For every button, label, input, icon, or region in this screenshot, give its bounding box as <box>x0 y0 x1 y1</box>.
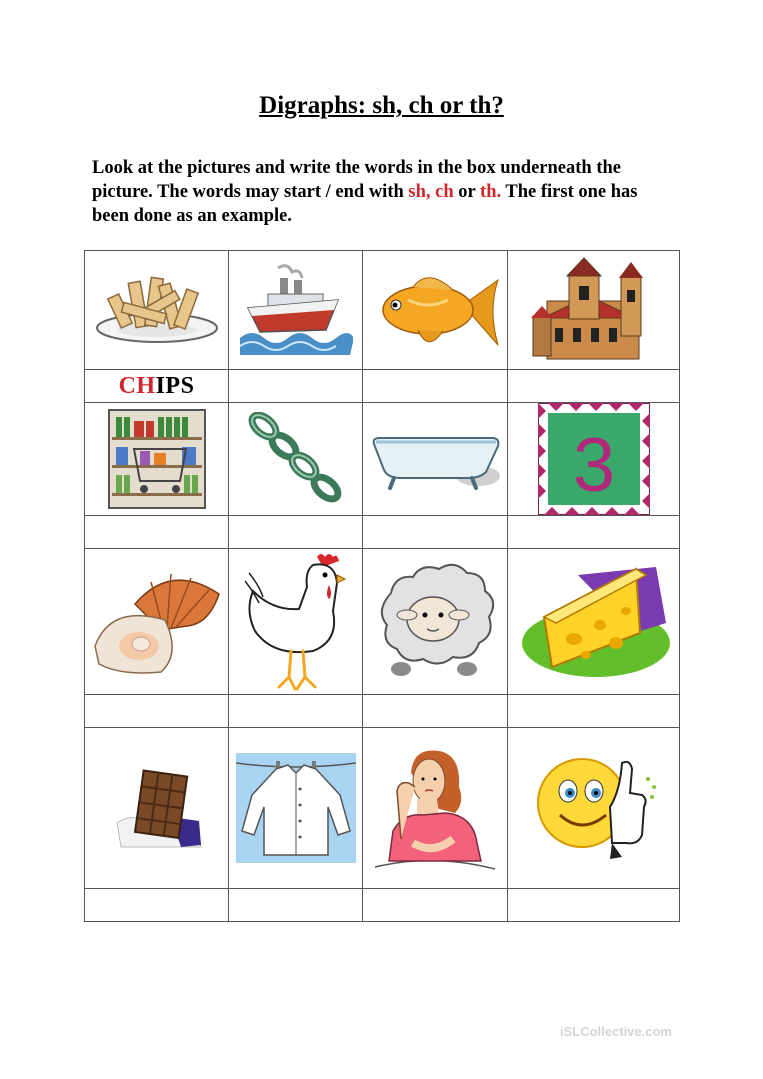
picture-cell <box>85 403 229 516</box>
chips-icon <box>92 270 222 350</box>
answer-box[interactable] <box>508 370 680 403</box>
shirt-icon <box>236 753 356 863</box>
cheese-icon <box>516 563 671 681</box>
sheep-icon <box>371 563 499 681</box>
answer-box[interactable] <box>508 889 680 922</box>
answer-box[interactable] <box>85 889 229 922</box>
picture-cell <box>363 403 508 516</box>
church-icon <box>529 256 659 364</box>
answer-box-example <box>85 370 229 403</box>
worksheet-grid <box>84 250 680 922</box>
thinking-woman-icon <box>373 743 498 873</box>
picture-cell <box>363 251 508 370</box>
picture-cell <box>508 403 680 516</box>
answer-box[interactable] <box>363 370 508 403</box>
bath-icon <box>368 424 503 494</box>
picture-cell <box>508 728 680 889</box>
picture-cell <box>363 549 508 695</box>
answer-box[interactable] <box>229 889 363 922</box>
thumbs-up-icon <box>524 751 664 866</box>
picture-cell <box>229 549 363 695</box>
goldfish-icon <box>368 265 503 355</box>
answer-box[interactable] <box>508 695 680 728</box>
picture-cell <box>85 728 229 889</box>
instructions: Look at the pictures and write the words in the box underneath the picture. The words may start / end with sh, ch or th. The first one has been done as an example. <box>92 158 638 226</box>
answer-box[interactable] <box>229 516 363 549</box>
shop-icon <box>108 409 206 509</box>
chicken-icon <box>243 551 348 693</box>
chain-icon <box>246 412 346 507</box>
example-digraph: CH <box>118 372 156 399</box>
shell-icon <box>91 564 223 679</box>
picture-cell <box>363 728 508 889</box>
answer-box[interactable] <box>85 695 229 728</box>
picture-cell <box>85 251 229 370</box>
answer-box[interactable] <box>508 516 680 549</box>
ship-icon <box>238 260 353 360</box>
answer-box[interactable] <box>229 695 363 728</box>
chocolate-icon <box>111 767 203 849</box>
digraph-sh-ch: sh, ch <box>408 182 454 202</box>
picture-cell <box>229 251 363 370</box>
page-title: Digraphs: sh, ch or th? <box>259 92 504 119</box>
digraph-th: th. <box>480 182 502 202</box>
picture-cell <box>229 403 363 516</box>
three-label: 3 <box>572 423 615 508</box>
answer-box[interactable] <box>229 370 363 403</box>
answer-box[interactable] <box>363 516 508 549</box>
picture-cell <box>85 549 229 695</box>
answer-box[interactable] <box>363 695 508 728</box>
picture-cell <box>229 728 363 889</box>
picture-cell <box>508 549 680 695</box>
answer-box[interactable] <box>85 516 229 549</box>
watermark: iSLCollective.com <box>560 1024 672 1039</box>
example-rest: IPS <box>155 372 195 399</box>
picture-cell <box>508 251 680 370</box>
answer-box[interactable] <box>363 889 508 922</box>
three-icon <box>538 403 650 515</box>
